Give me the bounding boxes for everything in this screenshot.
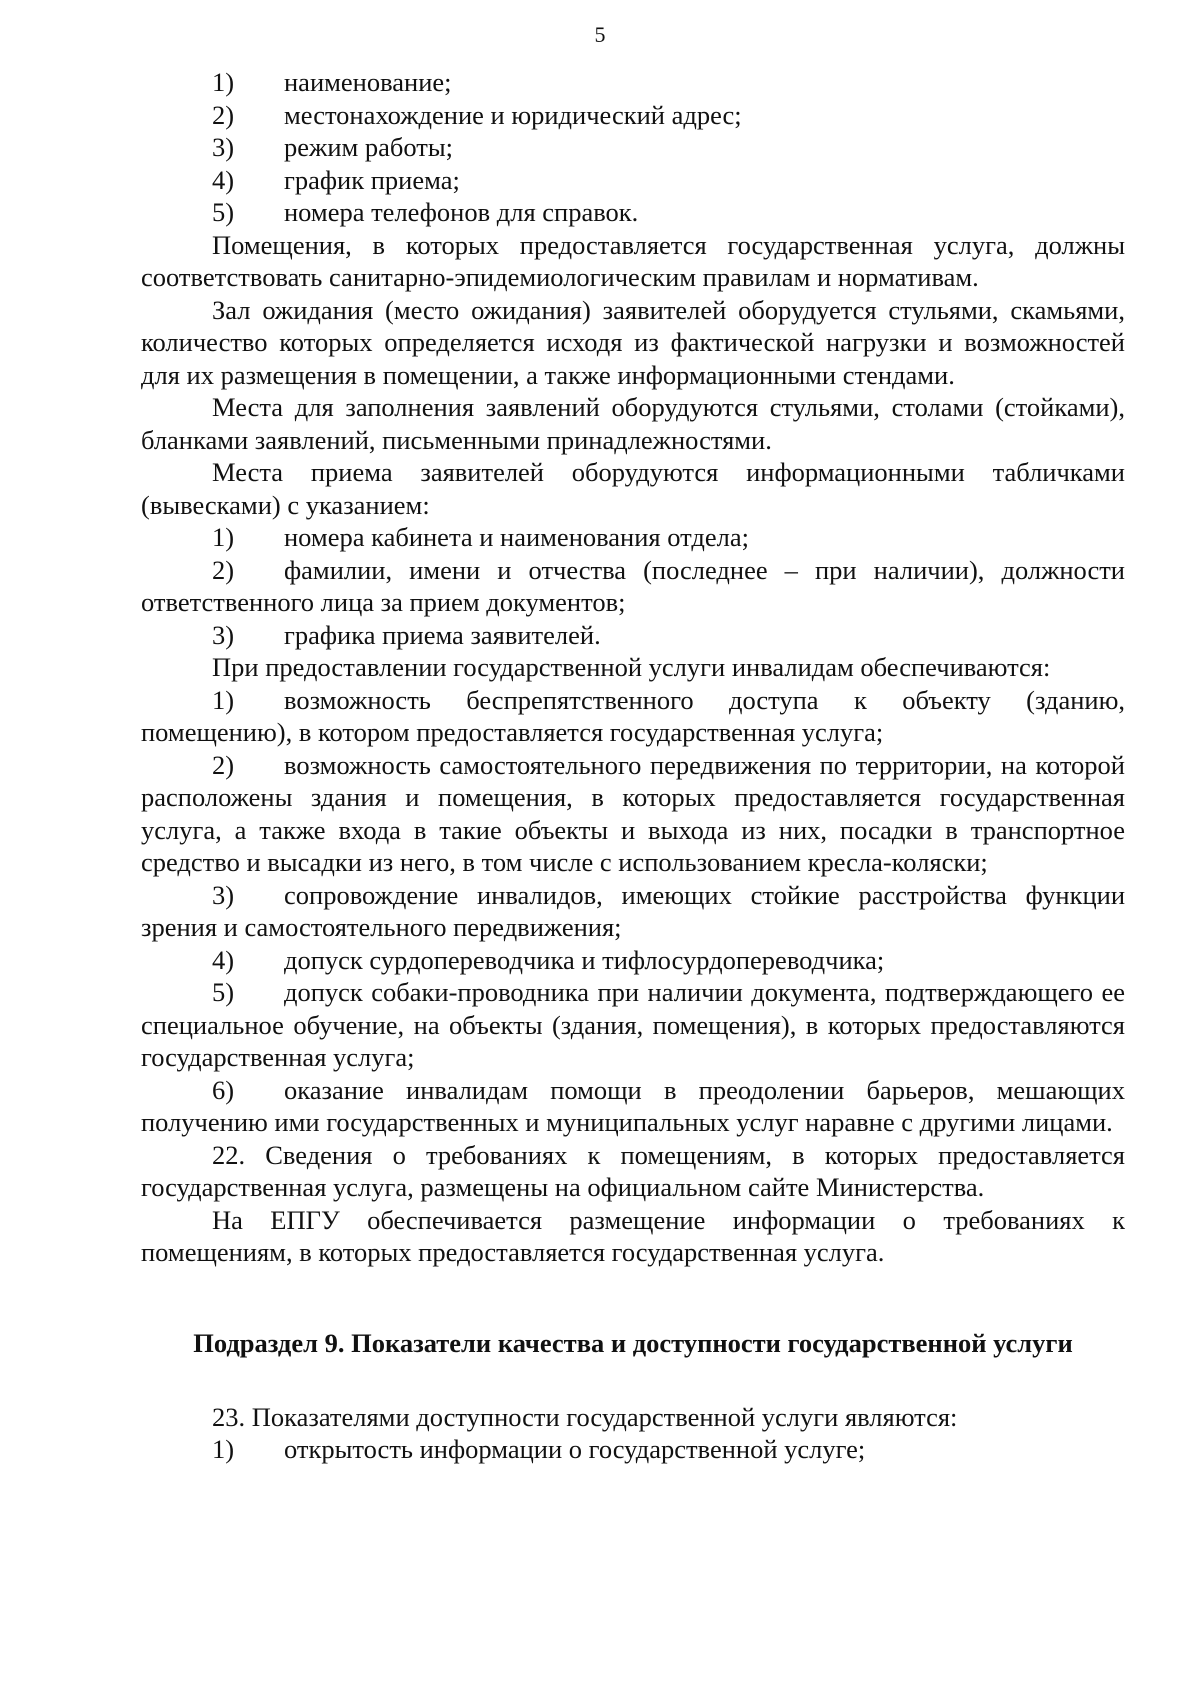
list-item — [141, 196, 1125, 229]
list-item-number: 1) — [212, 522, 235, 552]
section-heading: Подраздел 9. Показатели качества и доступности государственной услуги — [193, 1327, 1073, 1358]
paragraph-premises: Помещения, в которых предоставляется государственная услуга, должны соответствовать санитарно-эпидемиологическим правилам и нормативам. — [141, 229, 1125, 292]
list-item-number: 6) — [212, 1074, 235, 1105]
list-item — [141, 99, 1125, 132]
list-item-number: 2) — [212, 554, 235, 585]
list-item-number: 5) — [212, 977, 235, 1007]
list-item-number: 3) — [212, 619, 235, 650]
list-item-text: графика приема заявителей. — [284, 619, 601, 650]
list-item-text: возможность беспрепятственного доступа к объекту (зданию, помещению), в котором предоставляется государственная услуга; — [141, 684, 1125, 747]
list-item-text: местонахождение и юридический адрес; — [284, 99, 742, 130]
list-item-text: режим работы; — [284, 132, 454, 162]
list-item-text: допуск собаки-проводника при наличии документа, подтверждающего ее специальное обучение, на объекты (здания, помещения), в которых предоставляются государственная услуга; — [141, 977, 1125, 1072]
accessibility-indicators-list — [141, 1433, 1125, 1466]
list-item — [141, 879, 1125, 944]
list-item-text: возможность самостоятельного передвижения по территории, на которой расположены здания и помещения, в которых предоставляется государственная услуга, а также входа в такие объекты и выхода из них, посадки в транспортное средство и высадки из него, в том числе с использованием кресла-коляски; — [141, 749, 1125, 877]
list-item — [141, 131, 1125, 164]
list-item-text: график приема; — [284, 164, 460, 195]
list-item-number: 2) — [212, 749, 235, 780]
list-item-text: допуск сурдопереводчика и тифлосурдопереводчика; — [284, 944, 885, 975]
list-item-number: 5) — [212, 197, 235, 227]
list-item-number: 2) — [212, 99, 235, 130]
list-item — [141, 1433, 1125, 1466]
office-info-list — [141, 66, 1125, 229]
list-item-text: сопровождение инвалидов, имеющих стойкие расстройства функции зрения и самостоятельного передвижения; — [141, 879, 1125, 942]
list-item-number: 4) — [212, 164, 235, 195]
list-item-number: 1) — [212, 67, 235, 97]
paragraph-22: 22. Сведения о требованиях к помещениям, в которых предоставляется государственная услуга, размещены на официальном сайте Министерства. — [141, 1139, 1125, 1202]
list-item-number: 1) — [212, 684, 235, 715]
list-item-text: оказание инвалидам помощи в преодолении барьеров, мешающих получению ими государственных и муниципальных услуг наравне с другими лицами. — [141, 1074, 1125, 1137]
paragraph-disabled-access: При предоставлении государственной услуги инвалидам обеспечиваются: — [212, 652, 1051, 682]
document-body — [141, 66, 1125, 1466]
list-item-text: открытость информации о государственной услуге; — [284, 1434, 866, 1464]
list-item — [141, 619, 1125, 652]
list-item — [141, 554, 1125, 619]
list-item-number: 3) — [212, 132, 235, 162]
list-item-number: 4) — [212, 944, 235, 975]
list-item — [141, 749, 1125, 879]
list-item — [141, 1074, 1125, 1139]
page-number: 5 — [594, 22, 606, 47]
list-item-text: фамилии, имени и отчества (последнее – при наличии), должности ответственного лица за прием документов; — [141, 554, 1125, 617]
list-item — [141, 521, 1125, 554]
disabled-access-list — [141, 684, 1125, 1139]
paragraph-filling-places: Места для заполнения заявлений оборудуются стульями, столами (стойками), бланками заявлений, письменными принадлежностями. — [141, 392, 1125, 455]
list-item-text: номера телефонов для справок. — [284, 197, 639, 227]
list-item — [141, 684, 1125, 749]
list-item-text: номера кабинета и наименования отдела; — [284, 522, 749, 552]
paragraph-reception-places: Места приема заявителей оборудуются информационными табличками (вывесками) с указанием: — [141, 457, 1125, 520]
list-item — [141, 164, 1125, 197]
list-item — [141, 944, 1125, 977]
list-item-text: наименование; — [284, 67, 452, 97]
signage-list — [141, 521, 1125, 651]
list-item — [141, 976, 1125, 1074]
list-item-number: 3) — [212, 879, 235, 910]
paragraph-23: 23. Показателями доступности государственной услуги являются: — [212, 1401, 958, 1432]
list-item-number: 1) — [212, 1434, 235, 1464]
paragraph-waiting-area: Зал ожидания (место ожидания) заявителей оборудуется стульями, скамьями, количество которых определяется исходя из фактической нагрузки и возможностей для их размещения в помещении, а также информационными стендами. — [141, 294, 1125, 390]
paragraph-epgu: На ЕПГУ обеспечивается размещение информации о требованиях к помещениям, в которых предоставляется государственная услуга. — [141, 1204, 1125, 1267]
list-item — [141, 66, 1125, 99]
